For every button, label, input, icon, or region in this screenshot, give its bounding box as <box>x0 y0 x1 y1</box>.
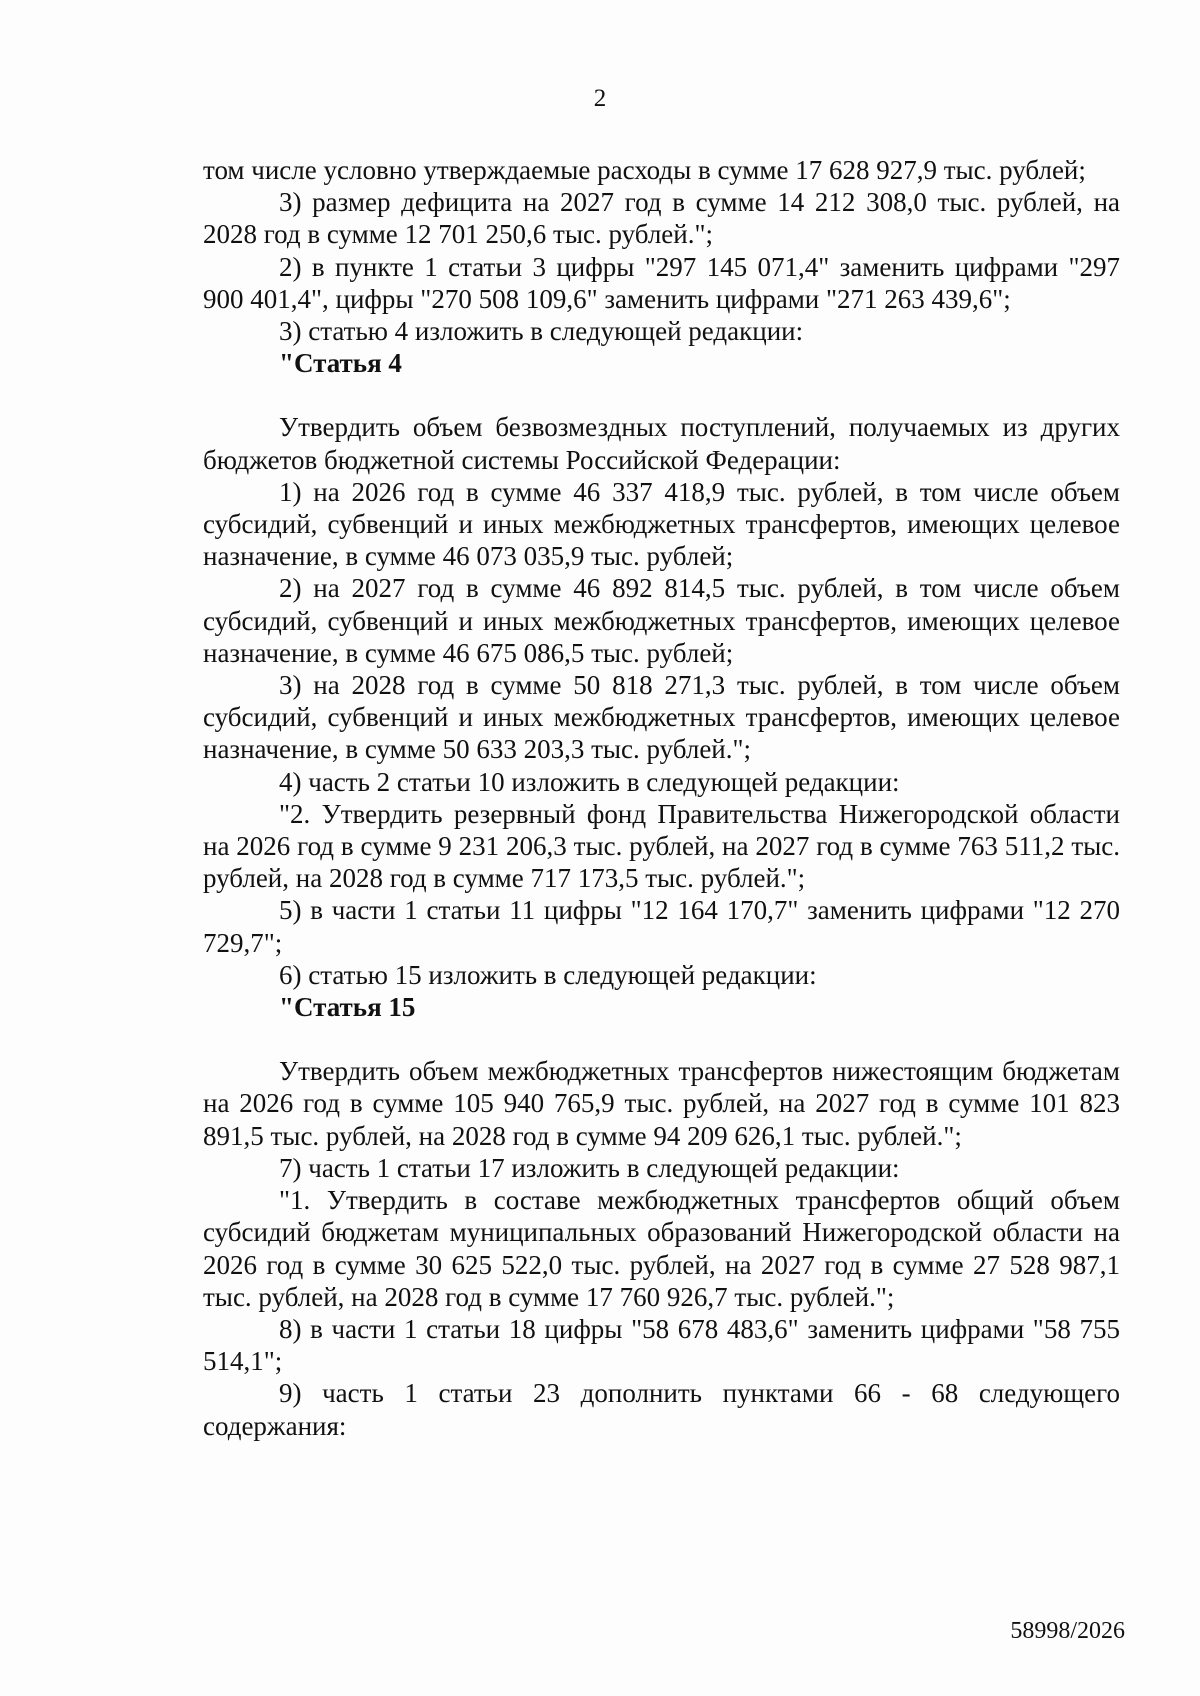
reserve-fund-paragraph: "2. Утвердить резервный фонд Правительства Нижегородской области на 2026 год в сумме 9 231 206,3 тыс. рублей, на 2027 год в сумме 763 511,2 тыс. рублей, на 2028 год в сумме 717 173,5 тыс. рублей."; <box>203 798 1120 894</box>
article-15-text: Утвердить объем межбюджетных трансфертов нижестоящим бюджетам на 2026 год в сумме 105 940 765,9 тыс. рублей, на 2027 год в сумме 101 823 891,5 тыс. рублей, на 2028 год в сумме 94 209 626,1 тыс. рублей."; <box>203 1056 1120 1151</box>
paragraph-item-9: 9) часть 1 статьи 23 дополнить пунктами 66 - 68 следующего содержания: <box>203 1378 1120 1441</box>
article-4-item-1: 1) на 2026 год в сумме 46 337 418,9 тыс. рублей, в том числе объем субсидий, субвенций и иных межбюджетных трансфертов, имеющих целевое назначение, в сумме 46 073 035,9 тыс. рублей; <box>203 476 1120 572</box>
paragraph-item-2: 2) в пункте 1 статьи 3 цифры "297 145 071,4" заменить цифрами "297 900 401,4", цифры "270 508 109,6" заменить цифрами "271 263 439,6"; <box>203 251 1120 314</box>
paragraph-deficit: 3) размер дефицита на 2027 год в сумме 14 212 308,0 тыс. рублей, на 2028 год в сумме 12 701 250,6 тыс. рублей."; <box>203 187 1120 250</box>
paragraph-item-3: 3) статью 4 изложить в следующей редакции: <box>279 316 804 347</box>
article-15-heading: "Статья 15 <box>279 992 416 1023</box>
article-4-item-2: 2) на 2027 год в сумме 46 892 814,5 тыс. рублей, в том числе объем субсидий, субвенций и иных межбюджетных трансфертов, имеющих целевое назначение, в сумме 46 675 086,5 тыс. рублей; <box>203 573 1120 668</box>
paragraph-item-4: 4) часть 2 статьи 10 изложить в следующей редакции: <box>279 766 900 797</box>
page-number: 2 <box>593 85 607 112</box>
paragraph-item-5: 5) в части 1 статьи 11 цифры "12 164 170,7" заменить цифрами "12 270 729,7"; <box>203 895 1120 958</box>
article-4-intro: Утвердить объем безвозмездных поступлений, получаемых из других бюджетов бюджетной системы Российской Федерации: <box>203 412 1120 475</box>
paragraph-item-7: 7) часть 1 статьи 17 изложить в следующей редакции: <box>279 1152 900 1183</box>
subsidies-paragraph: "1. Утвердить в составе межбюджетных трансфертов общий объем субсидий бюджетам муниципальных образований Нижегородской области на 2026 год в сумме 30 625 522,0 тыс. рублей, на 2027 год в сумме 27 528 987,1 тыс. рублей, на 2028 год в сумме 17 760 926,7 тыс. рублей."; <box>203 1185 1120 1312</box>
spacer <box>203 1023 1120 1055</box>
article-4-heading: "Статья 4 <box>279 348 402 379</box>
document-body <box>203 154 1120 1442</box>
article-4-item-3: 3) на 2028 год в сумме 50 818 271,3 тыс. рублей, в том числе объем субсидий, субвенций и иных межбюджетных трансфертов, имеющих целевое назначение, в сумме 50 633 203,3 тыс. рублей."; <box>203 670 1120 765</box>
spacer <box>203 379 1120 411</box>
paragraph-item-8: 8) в части 1 статьи 18 цифры "58 678 483,6" заменить цифрами "58 755 514,1"; <box>203 1313 1120 1377</box>
paragraph-item-6: 6) статью 15 изложить в следующей редакции: <box>279 959 817 990</box>
paragraph-continuation: том числе условно утверждаемые расходы в сумме 17 628 927,9 тыс. рублей; <box>203 155 1086 185</box>
document-code: 58998/2026 <box>1010 1618 1125 1644</box>
